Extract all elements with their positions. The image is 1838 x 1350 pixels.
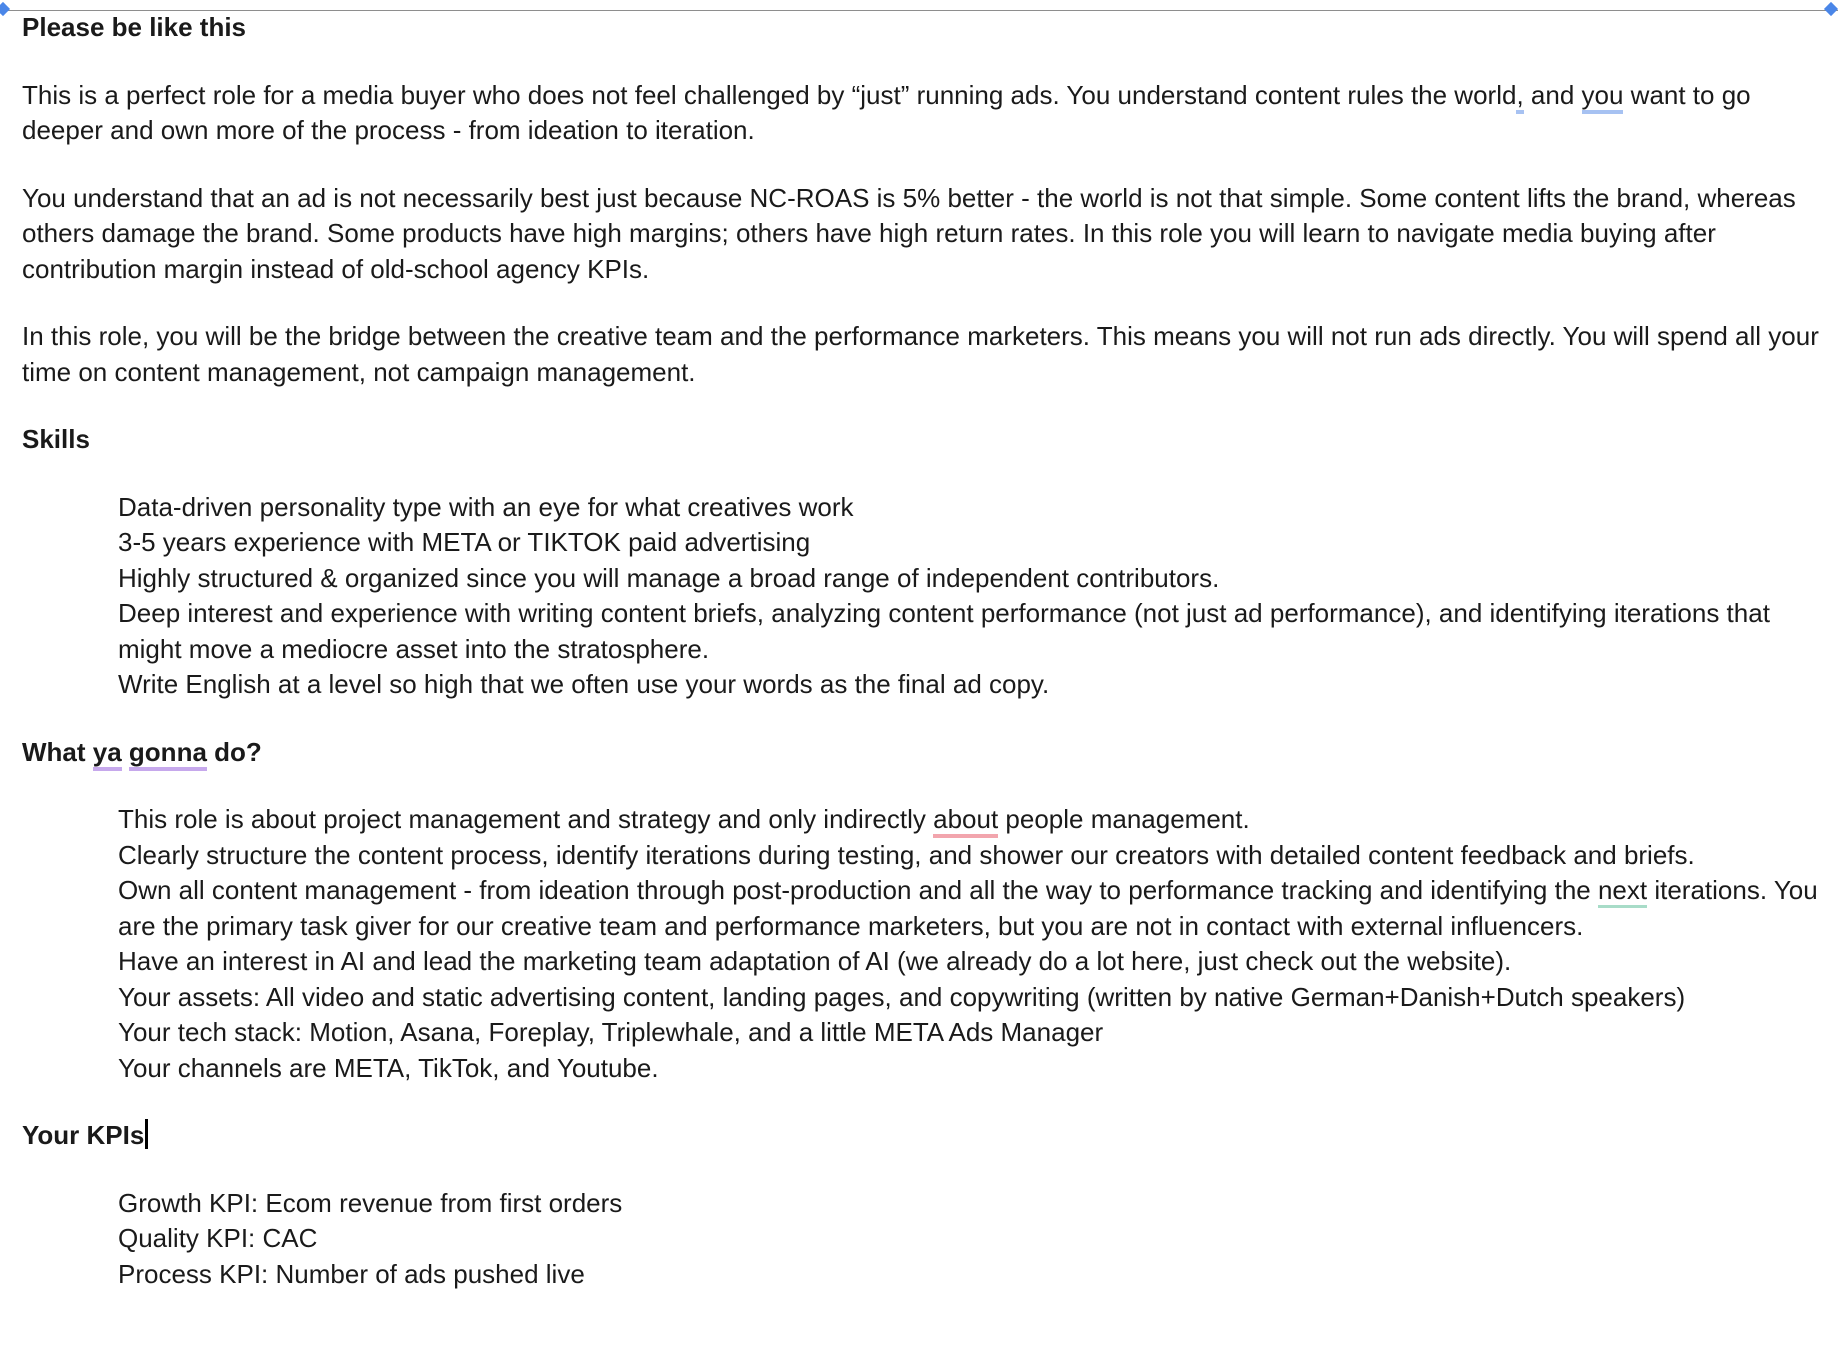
- what-heading: What ya gonna do?: [22, 735, 1822, 771]
- right-indent-marker[interactable]: [1824, 2, 1838, 16]
- text-cursor: [145, 1119, 148, 1149]
- spelling-suggestion-gonna[interactable]: gonna: [129, 737, 207, 771]
- skills-item: Deep interest and experience with writing content briefs, analyzing content performance (not just ad performance), and identifying iterations that might move a mediocre asset into the stratosphere.: [118, 598, 1770, 664]
- intro-paragraph-3: In this role, you will be the bridge between the creative team and the performance marketers. This means you will not run ads directly. You will spend all your time on content management, not campaign management.: [22, 321, 1819, 387]
- what-item: Your tech stack: Motion, Asana, Foreplay, Triplewhale, and a little META Ads Manager: [118, 1017, 1104, 1047]
- kpi-item: Process KPI: Number of ads pushed live: [118, 1258, 585, 1289]
- grammar-suggestion-you[interactable]: you: [1582, 80, 1624, 114]
- intro-paragraph-2: You understand that an ad is not necessarily best just because NC-ROAS is 5% better - the world is not that simple. Some content lifts the brand, whereas others damage the brand. Some products have high margins; others have high return rates. In this role you will learn to navigate media buying after contribution margin instead of old-school agency KPIs.: [22, 182, 1796, 284]
- kpis-list: [22, 1186, 1822, 1293]
- what-item: Clearly structure the content process, identify iterations during testing, and shower our creators with detailed content feedback and briefs.: [118, 839, 1695, 870]
- kpis-heading: Your KPIs: [22, 1118, 1822, 1154]
- skills-item: Write English at a level so high that we often use your words as the final ad copy.: [118, 669, 1050, 699]
- what-item: Your assets: All video and static advertising content, landing pages, and copywriting (written by native German+Danish+Dutch speakers): [118, 981, 1686, 1012]
- what-item: Your channels are META, TikTok, and Youtube.: [118, 1052, 659, 1083]
- skills-list: [22, 490, 1822, 703]
- what-item: Own all content management - from ideation through post-production and all the way to performance tracking and identifying the next iterations. You are the primary task giver for our creative team and performance marketers, but you are not in contact with external influencers.: [118, 875, 1818, 941]
- left-indent-marker[interactable]: [0, 2, 10, 16]
- document-body[interactable]: [22, 10, 1822, 1292]
- spelling-suggestion-ya[interactable]: ya: [93, 737, 122, 771]
- skills-item: Data-driven personality type with an eye for what creatives work: [118, 491, 854, 522]
- doc-title: Please be like this: [22, 12, 247, 42]
- grammar-suggestion-comma[interactable]: ,: [1516, 80, 1523, 114]
- what-item: Have an interest in AI and lead the marketing team adaptation of AI (we already do a lot here, just check out the website).: [118, 946, 1512, 976]
- skills-item: Highly structured & organized since you will manage a broad range of independent contributors.: [118, 562, 1220, 593]
- error-suggestion-about[interactable]: about: [933, 804, 998, 838]
- skills-heading: Skills: [22, 424, 90, 454]
- kpi-item: Quality KPI: CAC: [118, 1223, 318, 1253]
- kpi-item: Growth KPI: Ecom revenue from first orders: [118, 1187, 623, 1218]
- style-suggestion-next[interactable]: next: [1598, 875, 1647, 908]
- what-item: This role is about project management and strategy and only indirectly about people management.: [118, 802, 1822, 838]
- skills-item: 3-5 years experience with META or TIKTOK paid advertising: [118, 527, 811, 557]
- intro-paragraph-1: This is a perfect role for a media buyer who does not feel challenged by “just” running ads. You understand content rules the world, and you want to go deeper and own more of the process - from ideation to iteration.: [22, 79, 1751, 145]
- what-list: [22, 802, 1822, 1086]
